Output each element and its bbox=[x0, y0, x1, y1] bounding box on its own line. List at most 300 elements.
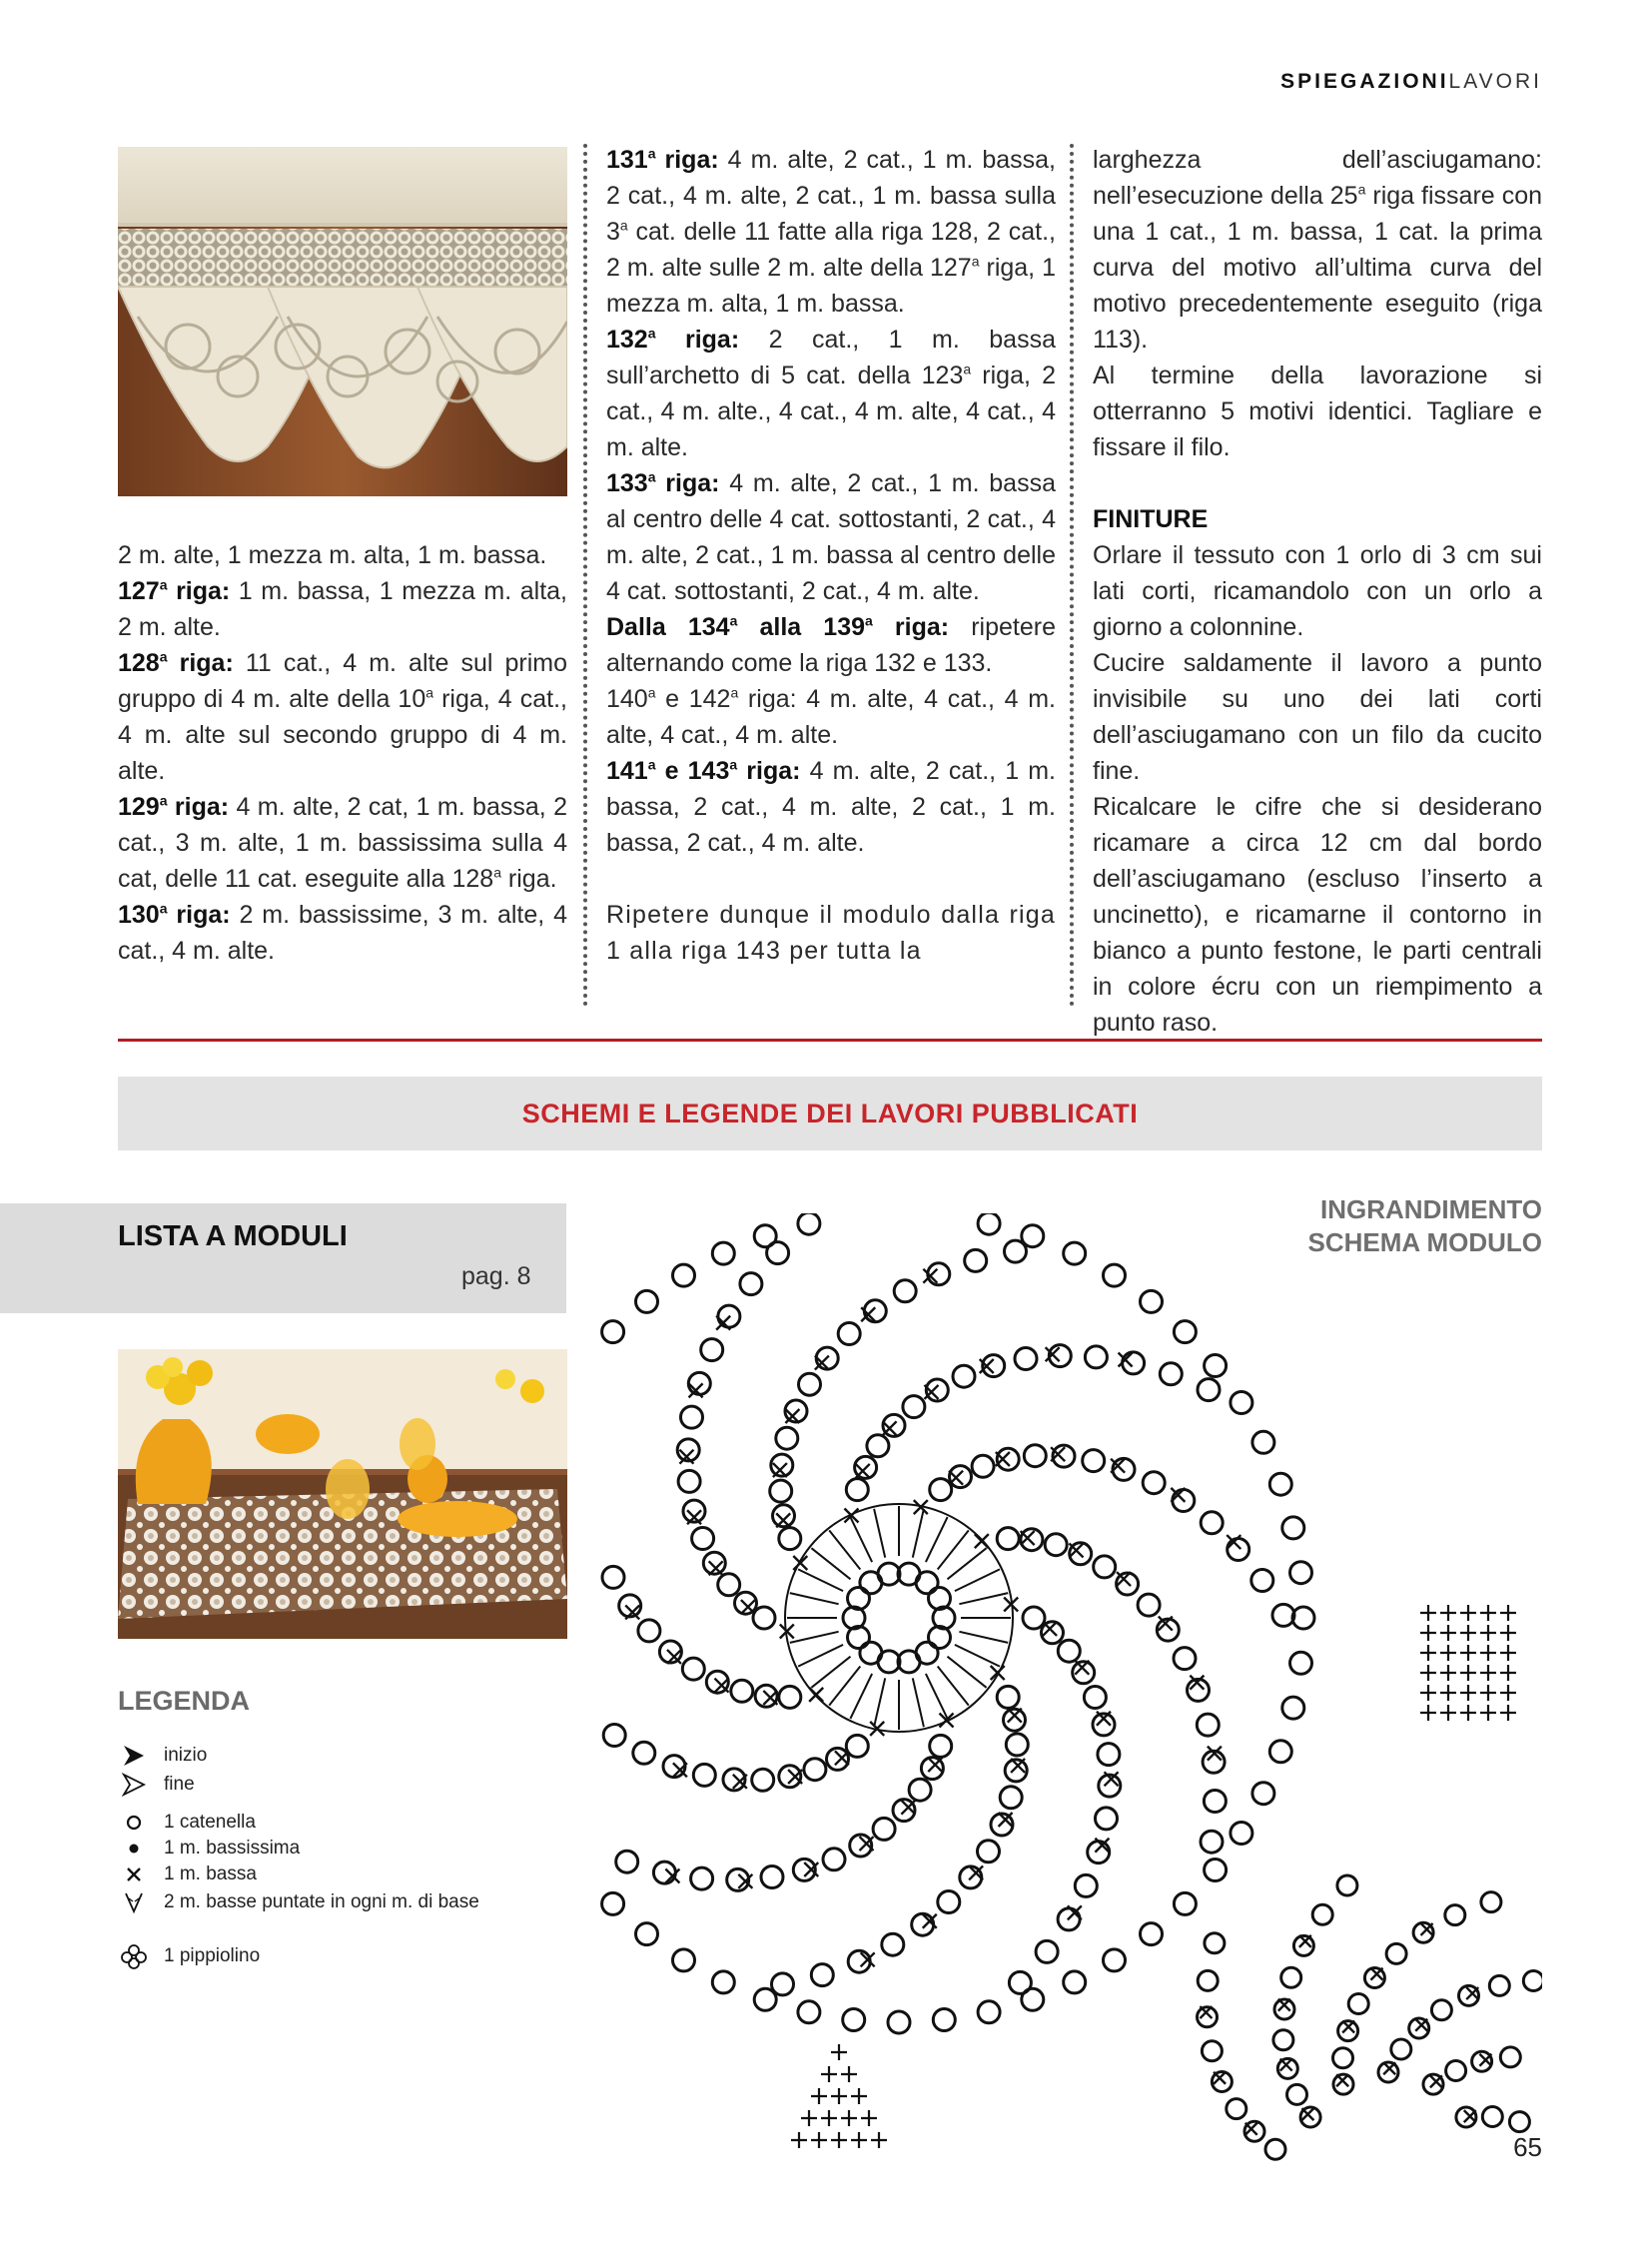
chain-stitch-symbol bbox=[827, 1748, 849, 1770]
stitch-line bbox=[811, 1548, 850, 1579]
chain-stitch-symbol bbox=[930, 1735, 952, 1757]
stitch-symbol bbox=[1440, 1625, 1456, 1641]
stitch-line bbox=[926, 1517, 948, 1562]
chain-stitch-symbol bbox=[867, 1435, 889, 1457]
chain-stitch-symbol bbox=[1509, 2112, 1529, 2132]
chain-stitch-symbol bbox=[1333, 2074, 1353, 2094]
chain-stitch-symbol bbox=[1272, 1604, 1294, 1626]
stitch-line bbox=[850, 1517, 872, 1562]
text-column-3 bbox=[1093, 142, 1542, 1041]
stitch-line bbox=[913, 1509, 924, 1558]
chain-stitch-symbol bbox=[1123, 1352, 1145, 1374]
stitch-symbol bbox=[1420, 1685, 1436, 1701]
chain-stitch-symbol bbox=[1160, 1363, 1182, 1385]
paragraph-row-132 bbox=[606, 322, 1056, 465]
chain-stitch-symbol bbox=[1337, 1875, 1357, 1895]
chain-stitch-symbol bbox=[773, 1505, 795, 1527]
chain-stitch-symbol bbox=[602, 1321, 624, 1343]
section-divider bbox=[118, 1039, 1542, 1042]
chain-stitch-symbol bbox=[929, 1588, 951, 1610]
chain-stitch-symbol bbox=[1252, 1431, 1274, 1453]
chain-stitch-symbol bbox=[761, 1867, 783, 1888]
text: 2 m. bassissime, 3 m. alte, 4 cat., 4 m. alte. bbox=[118, 901, 567, 965]
chain-stitch-symbol bbox=[997, 1528, 1019, 1550]
stitch-symbol bbox=[1440, 1605, 1456, 1621]
stitch-symbol bbox=[1480, 1705, 1496, 1721]
chain-stitch-symbol bbox=[681, 1406, 703, 1428]
chain-stitch-symbol bbox=[953, 1365, 975, 1387]
chain-stitch-symbol bbox=[1481, 1892, 1501, 1912]
stitch-symbol bbox=[1460, 1605, 1476, 1621]
row-word: riga: bbox=[167, 649, 234, 677]
chain-stitch-symbol bbox=[1143, 1472, 1165, 1494]
chain-stitch-symbol bbox=[1174, 1321, 1196, 1343]
chain-stitch-symbol bbox=[1104, 1949, 1126, 1971]
stitch-line bbox=[798, 1645, 843, 1667]
chain-stitch-symbol bbox=[843, 2009, 865, 2031]
sup: a bbox=[159, 900, 168, 917]
single-crochet-symbol bbox=[1430, 2075, 1442, 2087]
sup: a bbox=[647, 684, 656, 701]
chain-stitch-symbol bbox=[1094, 1556, 1116, 1578]
chain-stitch-symbol bbox=[903, 1396, 925, 1418]
stitch-symbol bbox=[1460, 1685, 1476, 1701]
chain-stitch-symbol bbox=[888, 2011, 910, 2033]
stitch-symbol bbox=[1420, 1625, 1436, 1641]
sup: a bbox=[159, 792, 168, 809]
stitch-line bbox=[829, 1530, 860, 1569]
chain-stitch-symbol bbox=[1023, 1607, 1045, 1629]
photo-crochet-edging bbox=[118, 147, 567, 496]
chain-stitch-symbol bbox=[978, 2001, 1000, 2023]
text: riga. bbox=[500, 865, 557, 893]
page-number: 65 bbox=[1513, 2132, 1542, 2162]
stitch-symbol bbox=[1460, 1665, 1476, 1681]
crochet-chart-diagram bbox=[599, 1213, 1542, 2162]
chain-stitch-symbol bbox=[838, 1323, 860, 1345]
chain-stitch-symbol bbox=[1174, 1892, 1196, 1914]
chain-stitch-symbol bbox=[779, 1528, 801, 1550]
single-crochet-symbol bbox=[1415, 2019, 1427, 2031]
stitch-line bbox=[948, 1657, 987, 1688]
legend-label: 1 m. bassissima bbox=[164, 1838, 301, 1859]
chain-stitch-symbol bbox=[916, 1572, 938, 1594]
picot-icon bbox=[120, 1943, 148, 1969]
chain-stitch-symbol bbox=[950, 1466, 972, 1488]
row-label: 141 bbox=[606, 757, 648, 785]
chain-stitch-symbol bbox=[1205, 1355, 1227, 1377]
paragraph bbox=[1093, 789, 1542, 1041]
single-crochet-symbol bbox=[1370, 1968, 1382, 1980]
row-word: riga: bbox=[655, 326, 740, 354]
stitch-symbol bbox=[1480, 1685, 1496, 1701]
stitch-symbol bbox=[1460, 1625, 1476, 1641]
single-crochet-symbol bbox=[1008, 1709, 1022, 1723]
chain-stitch-symbol bbox=[755, 1685, 777, 1707]
single-crochet-symbol bbox=[1466, 1987, 1478, 1999]
paragraph-row-140-142 bbox=[606, 681, 1056, 753]
single-crochet-icon bbox=[120, 1862, 148, 1887]
row-word: riga: bbox=[167, 901, 231, 929]
text: 2 cat., 1 m. bassa sull’archetto di 5 cat. della 123 bbox=[606, 326, 1056, 389]
sup: a bbox=[865, 612, 873, 629]
chain-stitch-symbol bbox=[1201, 1512, 1223, 1534]
stitch-line bbox=[948, 1548, 987, 1579]
stitch-line bbox=[959, 1632, 1008, 1643]
stitch-symbol bbox=[851, 2132, 867, 2148]
text: riga, 2 cat., 4 m. alte., 4 cat., 4 m. alte, 4 cat., 4 m. alte. bbox=[606, 362, 1056, 461]
chain-stitch-symbol bbox=[1174, 1648, 1196, 1670]
text: Orlare il tessuto con 1 orlo di 3 cm sui lati corti, ricamandolo con un orlo a giorno a colonnine. bbox=[1093, 541, 1542, 641]
chain-stitch-symbol bbox=[846, 1479, 868, 1501]
legend-item-chain bbox=[120, 1810, 256, 1836]
stitch-line bbox=[926, 1674, 948, 1719]
row-label: 128 bbox=[118, 649, 160, 677]
sup: a bbox=[647, 145, 656, 162]
stitch-symbol bbox=[841, 2110, 857, 2126]
stitch-symbol bbox=[851, 2088, 867, 2104]
row-word: riga: bbox=[167, 793, 230, 821]
text: 2 m. alte, 1 mezza m. alta, 1 m. bassa. bbox=[118, 541, 547, 569]
chain-stitch-symbol bbox=[1104, 1264, 1126, 1286]
chain-stitch-symbol bbox=[799, 1373, 821, 1395]
chain-stitch-symbol bbox=[602, 1566, 624, 1588]
sup: a bbox=[647, 756, 656, 773]
single-crochet-symbol bbox=[1245, 2123, 1257, 2135]
sup: a bbox=[159, 576, 168, 593]
chain-stitch-symbol bbox=[1231, 1392, 1252, 1414]
stitch-line bbox=[829, 1667, 860, 1706]
row-label: 130 bbox=[118, 901, 160, 929]
single-crochet-symbol bbox=[1021, 1531, 1035, 1545]
chain-stitch-symbol bbox=[1231, 1823, 1252, 1845]
chain-stitch-symbol bbox=[1228, 1539, 1249, 1561]
chain-stitch-symbol bbox=[929, 1627, 951, 1649]
caption-line: SCHEMA MODULO bbox=[1307, 1227, 1542, 1257]
chain-stitch-symbol bbox=[678, 1470, 700, 1492]
single-crochet-symbol bbox=[1336, 2074, 1348, 2086]
stitch-symbol bbox=[821, 2110, 837, 2126]
chain-stitch-symbol bbox=[848, 1588, 870, 1610]
stitch-symbol bbox=[1480, 1645, 1496, 1661]
text: cat. delle 11 fatte alla riga 128, 2 cat., 2 m. alte sulle 2 m. alte della 127 bbox=[606, 218, 1056, 282]
stitch-line bbox=[959, 1593, 1008, 1604]
chain-stitch-symbol bbox=[972, 1455, 994, 1477]
chain-stitch-symbol bbox=[1274, 1999, 1294, 2019]
chain-stitch-symbol bbox=[1004, 1709, 1026, 1731]
stitch-line bbox=[811, 1657, 850, 1688]
row-word: riga: bbox=[655, 469, 720, 497]
paragraph bbox=[1093, 142, 1542, 358]
single-crochet-symbol bbox=[1421, 1923, 1433, 1935]
chain-stitch-symbol bbox=[776, 1427, 798, 1449]
text: Ricalcare le cifre che si desiderano ricamare a circa 12 cm dal bordo dell’asciugamano (escluso l’inserto a uncinetto), e ricamarne il contorno in bianco a punto festone, le parti centrali in colore écru con un riempimento a punto raso. bbox=[1093, 793, 1542, 1037]
row-word: riga: bbox=[737, 757, 801, 785]
chain-stitch-symbol bbox=[1265, 2139, 1285, 2159]
chain-stitch-symbol bbox=[1015, 1348, 1037, 1370]
chain-stitch-symbol bbox=[1290, 1562, 1312, 1584]
paragraph-row-134-139 bbox=[606, 609, 1056, 681]
chain-stitch-symbol bbox=[1251, 1570, 1273, 1592]
text-column-1 bbox=[118, 537, 567, 969]
chain-stitch-symbol bbox=[1333, 2048, 1353, 2068]
paragraph-row-127 bbox=[118, 573, 567, 645]
chain-stitch-symbol bbox=[1000, 1787, 1022, 1809]
single-crochet-symbol bbox=[835, 1751, 849, 1765]
chain-stitch-symbol bbox=[882, 1933, 904, 1955]
paragraph-row-131 bbox=[606, 142, 1056, 322]
stitch-symbol bbox=[1500, 1645, 1516, 1661]
single-crochet-symbol bbox=[1464, 2110, 1476, 2122]
chain-stitch-symbol bbox=[712, 1971, 734, 1993]
text: larghezza dell’asciugamano: nell’esecuzione della 25 bbox=[1093, 146, 1542, 210]
stitch-symbol bbox=[1440, 1705, 1456, 1721]
chain-stitch-symbol bbox=[978, 1213, 1000, 1234]
chain-stitch-symbol bbox=[752, 1769, 774, 1791]
chain-stitch-symbol bbox=[1348, 1994, 1368, 2014]
single-crochet-symbol bbox=[1301, 2108, 1313, 2120]
legend-item-start bbox=[120, 1743, 207, 1769]
single-crochet-symbol bbox=[1043, 1622, 1057, 1636]
chain-stitch-symbol bbox=[1312, 1904, 1332, 1924]
single-crochet-symbol bbox=[856, 1464, 870, 1478]
chain-stitch-symbol bbox=[682, 1658, 704, 1680]
start-arrow-icon bbox=[120, 1743, 148, 1769]
chain-stitch-symbol bbox=[653, 1862, 675, 1883]
legend-label: fine bbox=[164, 1774, 195, 1795]
chain-stitch-symbol bbox=[811, 1964, 833, 1986]
chain-stitch-symbol bbox=[616, 1851, 638, 1872]
row-word: riga: bbox=[167, 577, 231, 605]
paragraph-row-141-143 bbox=[606, 753, 1056, 861]
chain-stitch-symbol bbox=[1273, 2030, 1293, 2050]
single-crochet-symbol bbox=[809, 1688, 823, 1702]
chain-stitch-symbol bbox=[864, 1300, 886, 1322]
chain-stitch-symbol bbox=[779, 1686, 801, 1708]
chain-stitch-symbol bbox=[603, 1725, 625, 1747]
single-crochet-symbol bbox=[975, 1534, 989, 1548]
chain-stitch-symbol bbox=[663, 1756, 685, 1778]
chain-stitch-symbol bbox=[1022, 1225, 1044, 1247]
caption-line: INGRANDIMENTO bbox=[1320, 1194, 1542, 1224]
sup: a bbox=[159, 648, 168, 665]
chain-stitch-symbol bbox=[1378, 2062, 1398, 2082]
chain-stitch-symbol bbox=[1098, 1744, 1120, 1766]
stitch-line bbox=[913, 1678, 924, 1727]
stitch-symbol bbox=[1440, 1685, 1456, 1701]
chain-stitch-symbol bbox=[1269, 1473, 1291, 1495]
chain-stitch-symbol bbox=[701, 1339, 723, 1361]
chain-stitch-symbol bbox=[938, 1891, 960, 1913]
chain-stitch-symbol bbox=[1287, 2084, 1307, 2104]
chain-stitch-symbol bbox=[1446, 2061, 1466, 2081]
stitch-line bbox=[790, 1632, 839, 1643]
stitch-symbol bbox=[1480, 1605, 1496, 1621]
chain-stitch-symbol bbox=[1096, 1808, 1118, 1830]
stitch-symbol bbox=[861, 2110, 877, 2126]
chain-stitch-symbol bbox=[997, 1448, 1019, 1470]
row-label: 129 bbox=[118, 793, 160, 821]
text: 4 m. alte, 2 cat., 1 m. bassa, 2 cat., 4 m. alte, 2 cat., 1 m. bassa sulla 3 bbox=[606, 146, 1056, 246]
stitch-line bbox=[955, 1569, 1000, 1591]
paragraph bbox=[1093, 358, 1542, 465]
chain-stitch-symbol bbox=[1282, 1517, 1304, 1539]
chain-stitch-symbol bbox=[965, 1249, 987, 1271]
header-part1: SPIEGAZIONI bbox=[1280, 70, 1449, 93]
text: Ripetere dunque il modulo dalla riga 1 alla riga 143 per tutta la bbox=[606, 901, 1056, 965]
chain-stitch-symbol bbox=[1489, 1975, 1509, 1995]
single-crochet-symbol bbox=[928, 1758, 942, 1772]
column-separator bbox=[1070, 144, 1074, 1007]
stitch-line bbox=[790, 1593, 839, 1604]
stitch-symbol bbox=[1420, 1605, 1436, 1621]
single-crochet-symbol bbox=[1479, 2054, 1491, 2066]
chain-stitch-symbol bbox=[1523, 1971, 1542, 1991]
chain-stitch-symbol bbox=[1290, 1652, 1312, 1674]
sup: a bbox=[619, 217, 628, 234]
stitch-symbol bbox=[1480, 1625, 1496, 1641]
end-arrow-icon bbox=[120, 1772, 148, 1798]
photo-table-runner bbox=[118, 1349, 567, 1639]
chain-stitch-symbol bbox=[798, 1213, 820, 1234]
row-label: alla 139 bbox=[737, 613, 866, 641]
chain-stitch-symbol bbox=[1084, 1687, 1106, 1709]
sup: a bbox=[971, 253, 980, 270]
text: e 142 bbox=[655, 685, 731, 713]
chain-stitch-symbol bbox=[997, 1686, 1019, 1708]
chain-stitch-symbol bbox=[1456, 2107, 1476, 2127]
stitch-symbol bbox=[831, 2044, 847, 2060]
row-label: 132 bbox=[606, 326, 648, 354]
text: riga: 4 m. alte, 4 cat., 4 m. alte, 4 cat., 4 m. alte. bbox=[606, 685, 1056, 749]
stitch-symbol bbox=[1420, 1645, 1436, 1661]
chain-stitch-symbol bbox=[1386, 1943, 1406, 1963]
slip-stitch-icon bbox=[120, 1836, 148, 1862]
legend-item-increase bbox=[120, 1889, 479, 1915]
sup: a bbox=[1357, 181, 1366, 198]
chain-stitch-symbol bbox=[978, 1841, 1000, 1863]
chain-stitch-symbol bbox=[1205, 1933, 1225, 1953]
chain-stitch-symbol bbox=[1024, 1445, 1046, 1467]
chain-stitch-symbol bbox=[1252, 1783, 1274, 1805]
legend-label: 1 m. bassa bbox=[164, 1864, 257, 1884]
single-crochet-symbol bbox=[1280, 2059, 1292, 2071]
chain-stitch-symbol bbox=[1022, 1988, 1044, 2010]
chain-stitch-symbol bbox=[1141, 1290, 1163, 1312]
stitch-symbol bbox=[811, 2088, 827, 2104]
running-header bbox=[1280, 70, 1542, 94]
sup: a bbox=[729, 612, 738, 629]
chain-stitch-symbol bbox=[638, 1620, 660, 1642]
stitch-symbol bbox=[1500, 1685, 1516, 1701]
chain-stitch-symbol bbox=[1338, 2021, 1358, 2041]
paragraph-row-133 bbox=[606, 465, 1056, 609]
chain-stitch-symbol bbox=[860, 1642, 882, 1664]
legend-item-slip-stitch bbox=[120, 1836, 300, 1862]
single-crochet-symbol bbox=[776, 1513, 790, 1527]
stitch-symbol bbox=[1460, 1705, 1476, 1721]
single-crochet-symbol bbox=[991, 1666, 1005, 1680]
chain-stitch-symbol bbox=[1202, 2041, 1222, 2061]
text: Al termine della lavorazione si otterranno 5 motivi identici. Tagliare e fissare il filo. bbox=[1093, 362, 1542, 461]
chain-stitch-symbol bbox=[1141, 1923, 1163, 1945]
legend-title: LEGENDA bbox=[118, 1686, 251, 1716]
chain-stitch-symbol bbox=[636, 1923, 658, 1945]
stitch-line bbox=[938, 1530, 969, 1569]
chain-stitch-symbol bbox=[1021, 1529, 1043, 1551]
chain-stitch-symbol bbox=[770, 1480, 792, 1502]
text: riga fissare con una 1 cat., 1 m. bassa, 1 cat. la prima curva del motivo all’ultima curva del motivo precedentemente eseguito (riga 113). bbox=[1093, 182, 1542, 354]
chain-stitch-symbol bbox=[753, 1607, 775, 1629]
column-separator bbox=[583, 144, 587, 1007]
text-column-2 bbox=[606, 142, 1056, 969]
stitch-line bbox=[850, 1674, 872, 1719]
legend-label: inizio bbox=[164, 1745, 208, 1766]
chain-stitch-symbol bbox=[1036, 1940, 1058, 1962]
chain-stitch-symbol bbox=[912, 1913, 934, 1935]
chain-stitch-symbol bbox=[1083, 1450, 1105, 1472]
sup: a bbox=[425, 684, 434, 701]
chain-stitch-symbol bbox=[691, 1868, 713, 1889]
stitch-symbol bbox=[1420, 1705, 1436, 1721]
stitch-line bbox=[938, 1667, 969, 1706]
chain-stitch-symbol bbox=[1281, 1967, 1301, 1987]
chain-stitch-symbol bbox=[1058, 1640, 1080, 1662]
legend-item-single-crochet bbox=[120, 1862, 257, 1887]
chain-stitch-symbol bbox=[1085, 1346, 1107, 1368]
text: ripetere alternando come la riga 132 e 133. bbox=[606, 613, 1056, 677]
chain-stitch-symbol bbox=[688, 1372, 710, 1394]
stitch-symbol bbox=[1500, 1605, 1516, 1621]
chain-stitch-icon bbox=[120, 1810, 148, 1836]
increase-stitch-icon bbox=[120, 1889, 148, 1915]
stitch-symbol bbox=[1440, 1665, 1456, 1681]
chain-stitch-symbol bbox=[1064, 1971, 1086, 1993]
chain-stitch-symbol bbox=[779, 1766, 801, 1788]
legend-label: 2 m. basse puntate in ogni m. di base bbox=[164, 1891, 479, 1912]
legend-item-end bbox=[120, 1772, 195, 1798]
chain-stitch-symbol bbox=[894, 1280, 916, 1302]
stitch-symbol bbox=[1480, 1665, 1496, 1681]
chain-stitch-symbol bbox=[636, 1290, 658, 1312]
chain-stitch-symbol bbox=[1198, 1970, 1218, 1990]
chain-stitch-symbol bbox=[1292, 1607, 1314, 1629]
chain-stitch-symbol bbox=[1197, 1714, 1219, 1736]
chain-stitch-symbol bbox=[1431, 2000, 1451, 2020]
sup: a bbox=[729, 756, 738, 773]
project-page-ref: pag. 8 bbox=[461, 1262, 531, 1290]
chain-stitch-symbol bbox=[823, 1849, 845, 1870]
single-crochet-symbol bbox=[949, 1471, 963, 1485]
stitch-symbol bbox=[1500, 1625, 1516, 1641]
chain-stitch-symbol bbox=[1064, 1242, 1086, 1264]
single-crochet-symbol bbox=[763, 1691, 777, 1705]
chain-stitch-symbol bbox=[633, 1742, 655, 1764]
chain-stitch-symbol bbox=[1138, 1594, 1160, 1616]
chain-stitch-symbol bbox=[1088, 1842, 1110, 1864]
chain-stitch-symbol bbox=[602, 1892, 624, 1914]
stitch-symbol bbox=[1500, 1705, 1516, 1721]
chain-stitch-symbol bbox=[740, 1273, 762, 1295]
text: 11 cat., 4 m. alte sul primo gruppo di 4 m. alte della 10 bbox=[118, 649, 567, 713]
stitch-line bbox=[874, 1678, 885, 1727]
sup: a bbox=[493, 864, 501, 881]
text: 1 m. bassa, 1 mezza m. alta, 2 m. alte. bbox=[118, 577, 568, 641]
chain-stitch-symbol bbox=[1006, 1734, 1028, 1756]
sup: a bbox=[963, 361, 972, 377]
legend-item-picot bbox=[120, 1943, 260, 1969]
chain-stitch-symbol bbox=[933, 2009, 955, 2031]
